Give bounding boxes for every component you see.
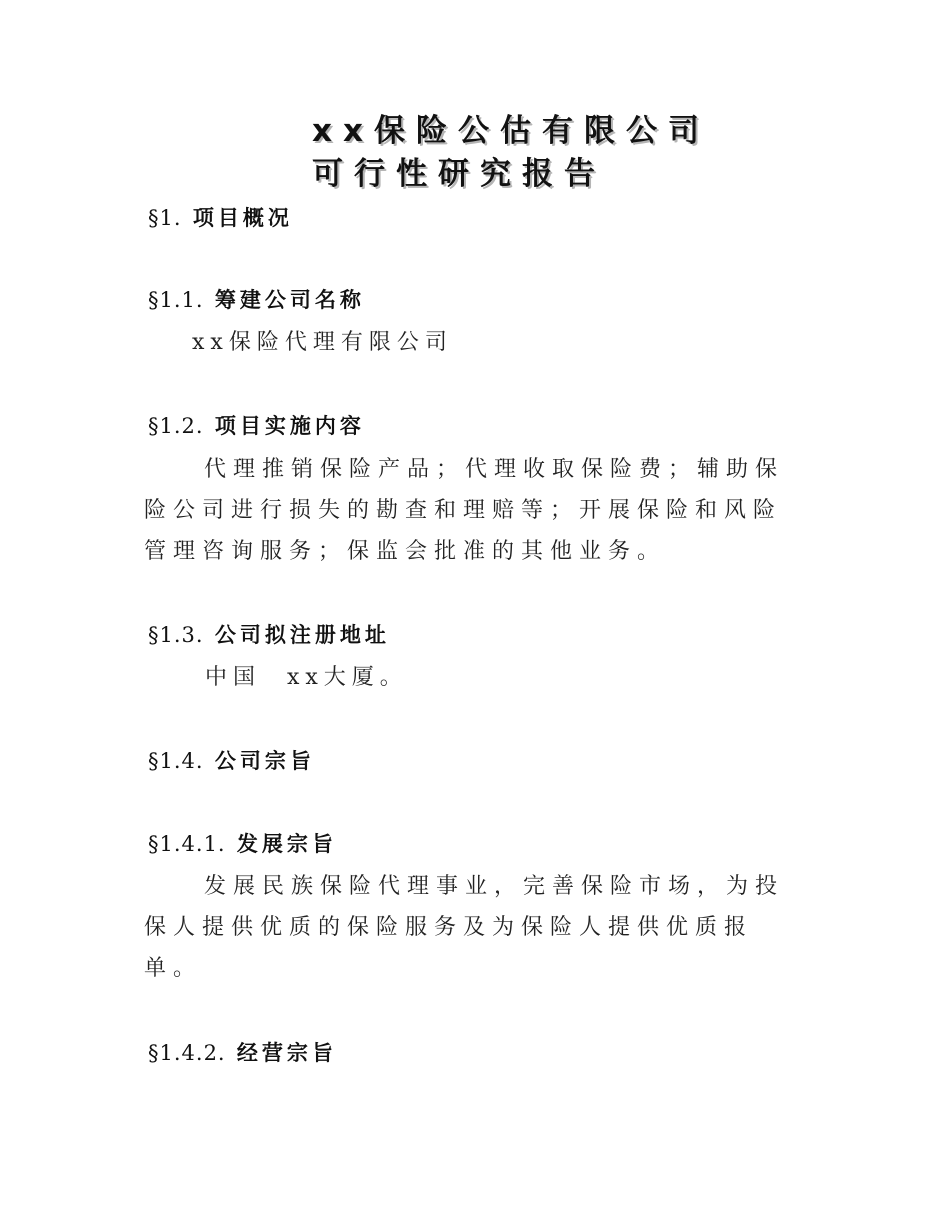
company-name-text: xx保险代理有限公司 xyxy=(192,330,453,355)
document-title-line-1: xx保险公估有限公司 xyxy=(312,113,710,149)
section-number: §1. xyxy=(148,206,182,230)
section-label: 项目概况 xyxy=(192,206,293,230)
section-heading-1-4-2 xyxy=(148,1043,337,1064)
project-content-paragraph: 代理推销保险产品；代理收取保险费；辅助保险公司进行损失的勘查和理赔等；开展保险和风险管理咨询服务；保监会批准的其他业务。 xyxy=(144,457,785,564)
section-label: 公司拟注册地址 xyxy=(214,623,390,647)
section-label: 经营宗旨 xyxy=(236,1041,337,1065)
section-heading-1-4 xyxy=(148,751,315,772)
section-number: §1.4.2. xyxy=(148,1041,226,1065)
section-label: 筹建公司名称 xyxy=(214,288,365,312)
section-label: 项目实施内容 xyxy=(214,414,365,438)
section-heading-1 xyxy=(148,208,293,229)
section-heading-1-4-1 xyxy=(148,834,337,855)
section-number: §1.3. xyxy=(148,623,204,647)
section-label: 发展宗旨 xyxy=(236,832,337,856)
document-title-line-2: 可行性研究报告 xyxy=(312,156,606,192)
development-purpose-paragraph: 发展民族保险代理事业，完善保险市场，为投保人提供优质的保险服务及为保险人提供优质报单。 xyxy=(144,874,785,981)
section-number: §1.1. xyxy=(148,288,204,312)
section-heading-1-2 xyxy=(148,416,365,437)
section-number: §1.4. xyxy=(148,749,204,773)
registered-address-text: 中国 xx大厦。 xyxy=(205,665,408,690)
section-number: §1.4.1. xyxy=(148,832,226,856)
section-number: §1.2. xyxy=(148,414,204,438)
section-heading-1-3 xyxy=(148,625,390,646)
section-heading-1-1 xyxy=(148,290,365,311)
section-label: 公司宗旨 xyxy=(214,749,315,773)
